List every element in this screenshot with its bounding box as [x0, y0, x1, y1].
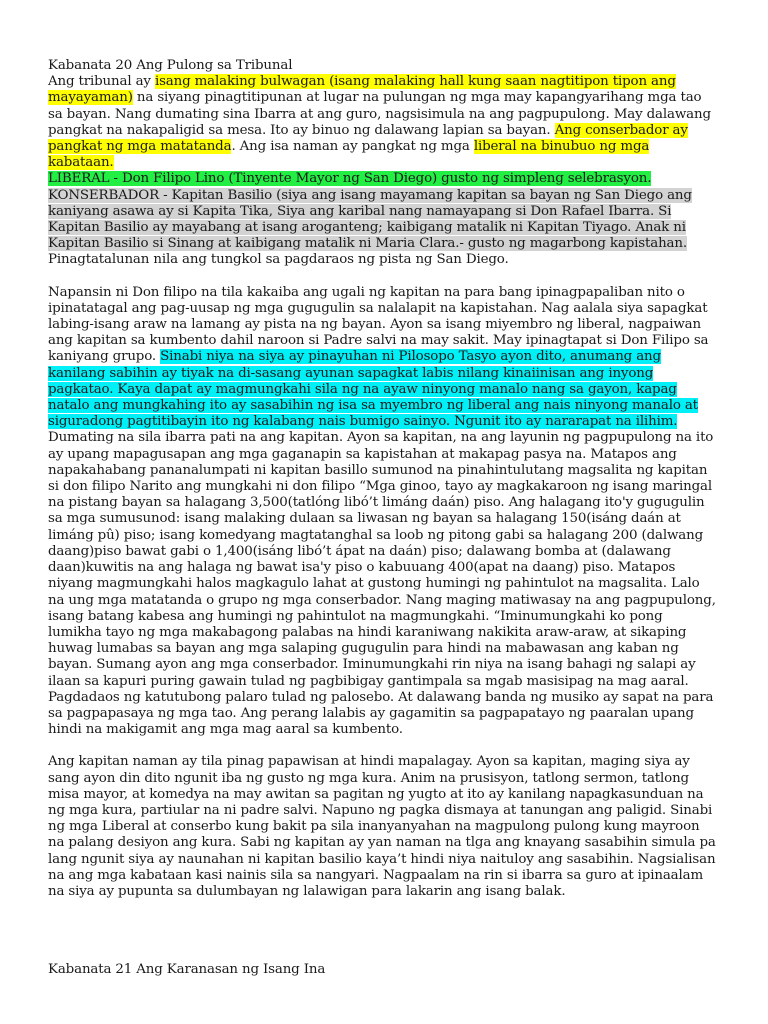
highlight-liberal-don-filipo: LIBERAL - Don Filipo Lino (Tinyente Mayor ng San Diego) gusto ng simpleng selebrasyon. — [48, 171, 652, 187]
chapter-20-title: Kabanata 20 Ang Pulong sa Tribunal — [48, 58, 293, 73]
paragraph-1 — [48, 74, 718, 268]
paragraph-2-text-2: Dumating na sila ibarra pati na ang kapitan. Ayon sa kapitan, na ang layunin ng pagpupulong na ito ay upang mapagusapan ang mga gaganapin sa kapistahan at makapag pasya na. Matapos ang napakahabang pananalumpati ni kapitan basillo sumunod na pinahintulutang magsalita ng kapitan si don filipo Narito ang mungkahi ni don filipo “Mga ginoo, tayo ay magkakaroon ng isang maringal na pistang bayan sa halagang 3,500(tatlóng libó’t limáng daán) piso. Ang halagang ito'y gugugulin sa mga sumusunod: isang malaking dulaan sa liwasan ng bayan sa halagang 150(isáng daán at limáng pû) piso; isang komedyang magtatanghal sa loob ng pitong gabi sa halagang 200 (dalwang daang)piso bawat gabi o 1,400(isáng libó’t ápat na daán) piso; dalawang bomba at (dalawang daan)kuwitis na ang halaga ng bawat isa'y piso o kabuuang 400(apat na daang) piso. Matapos niyang magmungkahi halos magkagulo lahat at gustong humingi ng pahintulot na magsalita. Lalo na ung mga matatanda o grupo ng mga conserbador. Nang maging matiwasay na ang pagpupulong, isang batang kabesa ang humingi ng pahintulot na magmungkahi. “Iminumungkahi ko pong lumikha tayo ng mga makabagong palabas na hindi karaniwang nakikita araw-araw, at sikaping huwag lumabas sa bayan ang mga salaping gugugulin para hindi na mabawasan ang kaban ng bayan. Sumang ayon ang mga conserbador. Iminumungkahi rin niya na isang bahagi ng salapi ay ilaan sa kapuri puring gawain tulad ng pagbibigay gantimpala sa mgab masisipag na mag aaral. Pagdadaos ng katutubong palaro tulad ng palosebo. At dalawang banda ng musiko ay sapat na para sa pagpapasaya ng mga tao. Ang perang lalabis ay gagamitin sa pagpapatayo ng paaralan upang hindi na makigamit ang mga mag aaral sa kumbento. — [48, 430, 716, 738]
highlight-konserbador-basilio: KONSERBADOR - Kapitan Basilio (siya ang isang mayamang kapitan sa bayan ng San Diego ang kaniyang asawa ay si Kapita Tika, Siya ang karibal nang namayapang si Don Rafael Ibarra. Si Kapitan Basilio ay mayabang at isang aroganteng; kaibigang matalik ni Kapitan Tiyago. Anak ni Kapitan Basilio si Sinang at kaibigang matalik ni Maria Clara.- gusto ng magarbong kapistahan. — [48, 187, 692, 252]
highlight-pilosopo-tasyo-advice: Sinabi niya na siya ay pinayuhan ni Pilosopo Tasyo ayon dito, anumang ang kanilang sabihin ay tiyak na di-sasang ayunan sapagkat labis nilang kinaiinisan ang inyong pagkatao. Kaya dapat ay magmungkahi sila ng na ayaw ninyong manalo nang sa gayon, kapag natalo ang mungkahing ito ay sasabihin ng isa sa myembro ng liberal ang nais ninyong manalo at siguradong pagtitibayin ito ng kalabang nais bumigo sainyo. Ngunit ito ay nararapat na ilihim. — [48, 349, 698, 430]
paragraph-1-text-1: Ang tribunal ay — [48, 74, 155, 90]
highlight-conserbador: Ang conserbador ay pangkat ng mga matatanda — [48, 122, 688, 155]
paragraph-1-text-2: na siyang pinagtitipunan at lugar na pulungan ng mga may kapangyarihang mga tao sa bayan. Nang dumating sina Ibarra at ang guro, nagsisimula na ang pagpupulong. May dalawang pangkat na nakapaligid sa mesa. Ito ay binuo ng dalawang lapian sa bayan. — [48, 90, 711, 138]
chapter-21-title: Kabanata 21 Ang Karanasan ng Isang Ina — [48, 962, 326, 977]
paragraph-3: Ang kapitan naman ay tila pinag papawisan at hindi mapalagay. Ayon sa kapitan, maging siya ay sang ayon din dito ngunit iba ng gusto ng mga kura. Anim na prusisyon, tatlong sermon, tatlong misa mayor, at komedya na may awitan sa pagitan ng yugto at ito ay kanilang napagkasunduan na ng mga kura, partiular na ni padre salvi. Napuno ng pagka dismaya at tanungan ang paligid. Sinabi ng mga Liberal at conserbo kung bakit pa sila inanyanyahan na magpulong pulong kung mayroon na palang desiyon ang kura. Sabi ng kapitan ay yan naman na tlga ang knayang sasabihin simula pa lang ngunit siya ay naunahan ni kapitan basilio kaya’t hindi niya naituloy ang sasabihin. Nagsialisan na ang mga kabataan kasi nainis sila sa nangyari. Nagpaalam na rin si ibarra sa guro at ipinaalam na siya ay pupunta sa dulumbayan ng lalawigan para lakarin ang isang balak. — [48, 754, 716, 899]
paragraph-1-text-4: Pinagtatalunan nila ang tungkol sa pagdaraos ng pista ng San Diego. — [48, 252, 509, 268]
highlight-liberal: liberal na binubuo ng mga kabataan. — [48, 139, 650, 171]
highlight-tribunal-definition: isang malaking bulwagan (isang malaking hall kung saan nagtitipon tipon ang mayayaman) — [48, 74, 676, 106]
paragraph-2-text-1: Napansin ni Don filipo na tila kakaiba ang ugali ng kapitan na para bang ipinagpapaliban nito o ipinatatagal ang pag-uusap ng mga gugugulin sa nalalapit na kapistahan. Nag aalala siya sapagkat labing-isang araw na lamang ay pista na ng bayan. Ayon sa isang miyembro ng liberal, nagpaiwan ang kapitan sa kumbento dahil naroon si Padre salvi na may sakit. May ipinagtapat si Don Filipo sa kaniyang grupo. — [48, 284, 709, 365]
paragraph-1-text-3: . Ang isa naman ay pangkat ng mga — [231, 139, 474, 155]
paragraph-2 — [48, 285, 718, 739]
